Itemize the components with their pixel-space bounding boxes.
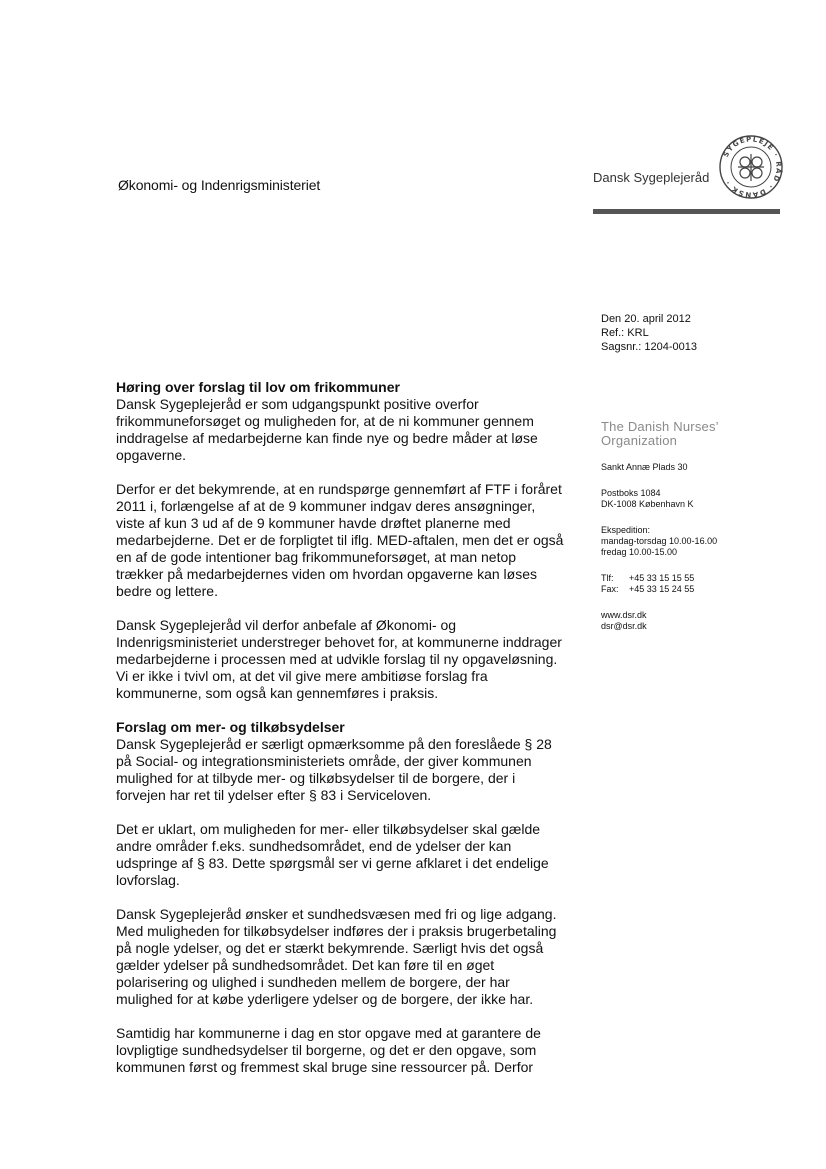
phone-row: Tlf: +45 33 15 15 55 (601, 573, 695, 583)
postal-address: Postboks 1084 DK-1008 København K (601, 488, 694, 509)
paragraph: Derfor er det bekymrende, at en rundspørge gennemført af FTF i foråret 2011 i, forlængelse af at de 9 kommuner indgav deres ansøgninger, viste af kun 3 ud af de 9 kommuner havde drøftet planerne med medarbejderne. Det er de forpligtet til iflg. MED-aftalen, men det er også en af de gode intentioner bag frikommuneforsøget, at man netop trækker på medarbejdernes viden om hvordan opgaverne kan løses bedre og lettere. (116, 481, 564, 599)
opening-hours: Ekspedition: mandag-torsdag 10.00-16.00 fredag 10.00-15.00 (601, 525, 718, 557)
web-contact (601, 610, 811, 632)
paragraph: Dansk Sygeplejeråd vil derfor anbefale af Økonomi- og Indenrigsministeriet understreger behovet for, at kommunerne inddrager medarbejderne i processen med at udvikle forslag til ny opgaveløsning. Vi er ikke i tvivl om, at det vil give mere ambitiøse forslag fra kommunerne, som også kan gennemføres i praksis. (116, 617, 562, 701)
paragraph: Dansk Sygeplejeråd er som udgangspunkt positive overfor frikommuneforsøget og muligheden for, at de ni kommuner gennem inddragelse af medarbejderne kan finde nye og bedre måder at løse opgaverne. (116, 396, 538, 463)
street-address: Sankt Annæ Plads 30 (601, 462, 688, 472)
phone-fax (601, 573, 811, 595)
paragraph: Det er uklart, om muligheden for mer- eller tilkøbsydelser skal gælde andre områder f.eks. sundhedsområdet, end de ydelser der kan udspringe af § 83. Dette spørgsmål ser vi gerne afklaret i det endelige lovforslag. (116, 821, 549, 888)
paragraph: Dansk Sygeplejeråd ønsker et sundhedsvæsen med fri og lige adgang. Med muligheden for tilkøbsydelser indføres der i praksis brugerbetaling på nogle ydelser, og det er stærkt bekymrende. Særligt hvis det også gælder ydelser på sundhedsområdet. Det kan føre til en øget polarisering og ulighed i sundheden mellem de borgere, der har mulighed for at købe yderligere ydelser og de borgere, der ikke har. (116, 906, 557, 1007)
email-link[interactable]: dsr@dsr.dk (601, 621, 647, 631)
paragraph: Samtidig har kommunerne i dag en stor opgave med at garantere de lovpligtige sundhedsydelser til borgerne, og det er den opgave, som kommunen først og fremmest skal bruge sine ressourcer på. Derfor (116, 1025, 541, 1075)
fax-row: Fax: +45 33 15 24 55 (601, 584, 695, 594)
organization-name: The Danish Nurses’ Organization (601, 419, 719, 448)
svg-text:SYGEPLEJE · RÅD · DANSK ·: SYGEPLEJE · RÅD · DANSK · (721, 135, 783, 199)
letter-date: Den 20. april 2012 (601, 313, 691, 325)
brand-name: Dansk Sygeplejeråd (593, 170, 710, 185)
letter-body (116, 379, 566, 1093)
reference-block (601, 312, 697, 354)
website-link[interactable]: www.dsr.dk (601, 610, 647, 620)
paragraph: Dansk Sygeplejeråd er særligt opmærksomme på den foreslåede § 28 på Social- og integrationsministeriets område, der giver kommunen mulighed for at tilbyde mer- og tilkøbsydelser til de borgere, der i forvejen har ret til ydelser efter § 83 i Serviceloven. (116, 736, 552, 803)
case-number: Sagsnr.: 1204-0013 (601, 341, 698, 353)
section-heading: Forslag om mer- og tilkøbsydelser (116, 719, 345, 735)
reference: Ref.: KRL (601, 327, 649, 339)
header-rule (593, 209, 780, 214)
contact-sidebar (601, 420, 811, 647)
section-heading: Høring over forslag til lov om frikommuner (116, 379, 400, 395)
recipient-name: Økonomi- og Indenrigsministeriet (118, 177, 321, 193)
logo-seal-icon (718, 134, 784, 200)
